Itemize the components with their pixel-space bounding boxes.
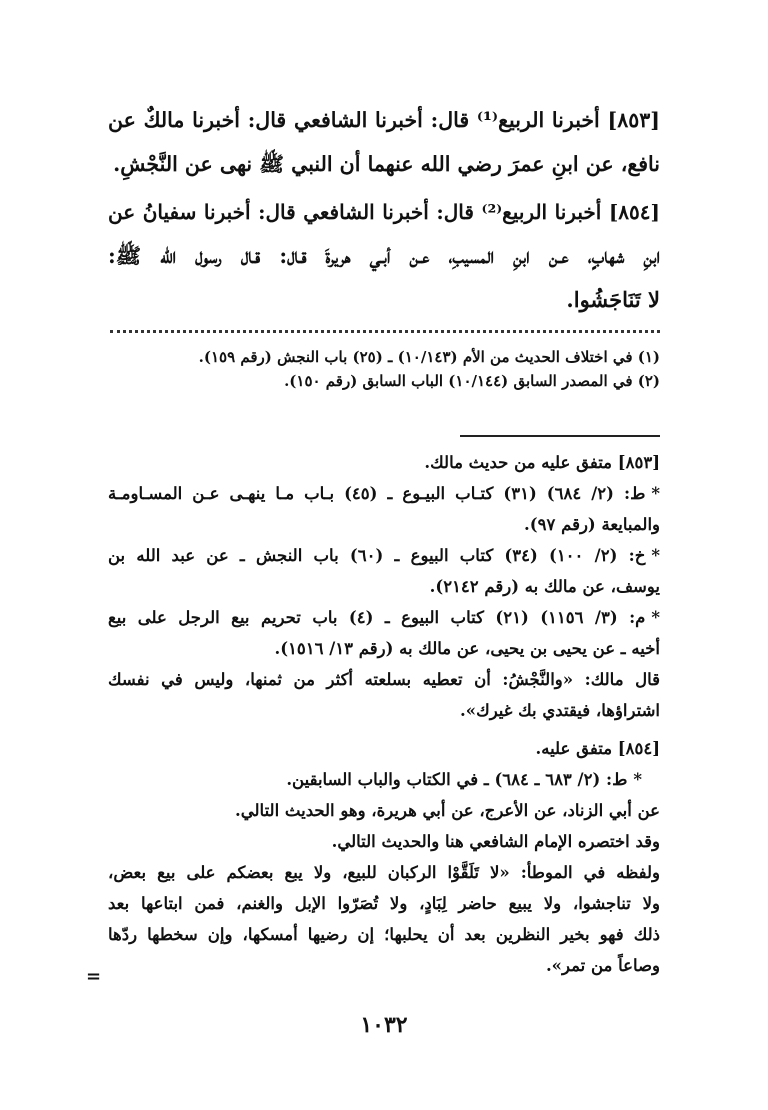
page-number: ١٠٣٢	[360, 1012, 408, 1038]
star-bullet-icon: *	[633, 770, 642, 789]
muwatta-line-4: وصاعاً من تمر».	[545, 956, 660, 975]
source-text: ط: (٢/ ٦٨٤) (٣١) كتـاب البيـوع ـ (٤٥) بـاب مـا ينهـى عـن المسـاومـة	[108, 484, 646, 503]
commentary-853-head	[108, 447, 660, 478]
source-ta-line-1	[108, 478, 660, 509]
continuation-mark: =	[86, 966, 102, 987]
hadith-number: [٨٥٣]	[607, 108, 660, 132]
commentary-853	[108, 447, 660, 726]
hadith-854-line-3: لا تَنَاجَشُوا.	[566, 287, 660, 312]
hadith-number: [٨٥٤]	[608, 200, 660, 224]
source-mim-line-2: أخيه ـ عن يحيى بن يحيى، عن مالك به (رقم ١٣/ ١٥١٦).	[274, 639, 660, 658]
source-text: خ: (٢/ ١٠٠) (٣٤) كتاب البيوع ـ (٦٠) باب النجش ـ عن عبد الله بن	[108, 546, 646, 565]
hadith-text: أخبرنا الربيع⁽¹⁾ قال: أخبرنا الشافعي قال: أخبرنا مالكٌ عن	[108, 108, 600, 132]
commentary-number: [٨٥٤]	[617, 739, 660, 758]
star-bullet-icon: *	[651, 546, 660, 565]
chain-line: عن أبي الزناد، عن الأعرج، عن أبي هريرة، وهو الحديث التالي.	[235, 801, 660, 820]
malik-quote-line-1: قال مالك: «والنَّجْشُ: أن تعطيه بسلعته أكثر من ثمنها، وليس في نفسك	[108, 670, 660, 689]
footnote-1: (١) في اختلاف الحديث من الأم (١٠/١٤٣) ـ (٢٥) باب النجش (رقم ١٥٩).	[198, 348, 660, 366]
muwatta-line-2: ولا تناجشوا، ولا يبيع حاضر لِبَادٍ، ولا تُصَرّوا الإبل والغنم، فمن ابتاعها بعد	[108, 894, 660, 913]
abridged-note: وقد اختصره الإمام الشافعي هنا والحديث التالي.	[331, 832, 660, 851]
malik-quote-line-2: اشتراؤها، فيقتدي بك غيرك».	[460, 701, 660, 720]
footnote-separator	[110, 330, 660, 337]
source-kha-line-2: يوسف، عن مالك به (رقم ٢١٤٢).	[429, 577, 660, 596]
hadith-854-line-2: ابنِ شهابٍ، عـن ابنِ المسيبِ، عـن أبـي هريرةَ قـال: قـال رسول الله ﷺ:	[108, 243, 660, 268]
source-text: ط: (٢/ ٦٨٣ ـ ٦٨٤) ـ في الكتاب والباب السابقين.	[286, 770, 628, 789]
source-kha-line-1	[108, 540, 660, 571]
hadith-853-line-1	[108, 98, 660, 142]
hadith-853	[108, 98, 660, 186]
hadith-854-line-1	[108, 190, 660, 234]
commentary-rule	[460, 435, 660, 437]
source-text: م: (٣/ ١١٥٦) (٢١) كتاب البيوع ـ (٤) باب تحريم بيع الرجل على بيع	[108, 608, 646, 627]
commentary-head-text: متفق عليه.	[535, 739, 613, 758]
footnotes	[108, 345, 660, 393]
hadith-854	[108, 190, 660, 322]
commentary-854	[108, 733, 660, 981]
hadith-text: أخبرنا الربيع⁽²⁾ قال: أخبرنا الشافعي قال: أخبرنا سفيانُ عن	[108, 200, 602, 224]
commentary-head-text: متفق عليه من حديث مالك.	[424, 453, 613, 472]
source-mim-line-1	[108, 602, 660, 633]
source-ta-854	[108, 764, 660, 795]
star-bullet-icon: *	[651, 608, 661, 627]
muwatta-line-1: ولفظه في الموطأ: «لا تَلَقَّوْا الركبان للبيع، ولا يبع بعضكم على بيع بعض،	[108, 863, 660, 882]
hadith-853-line-2: نافع، عن ابنِ عمرَ رضي الله عنهما أن النبي ﷺ نهى عن النَّجْشِ.	[113, 152, 660, 176]
muwatta-line-3: ذلك فهو بخير النظرين بعد أن يحلبها؛ إن رضيها أمسكها، وإن سخطها ردّها	[108, 925, 660, 944]
commentary-854-head	[108, 733, 660, 764]
footnote-2: (٢) في المصدر السابق (١٠/١٤٤) الباب السابق (رقم ١٥٠).	[284, 372, 660, 390]
star-bullet-icon: *	[651, 484, 660, 503]
source-ta-line-2: والمبايعة (رقم ٩٧).	[524, 515, 660, 534]
commentary-number: [٨٥٣]	[617, 453, 660, 472]
